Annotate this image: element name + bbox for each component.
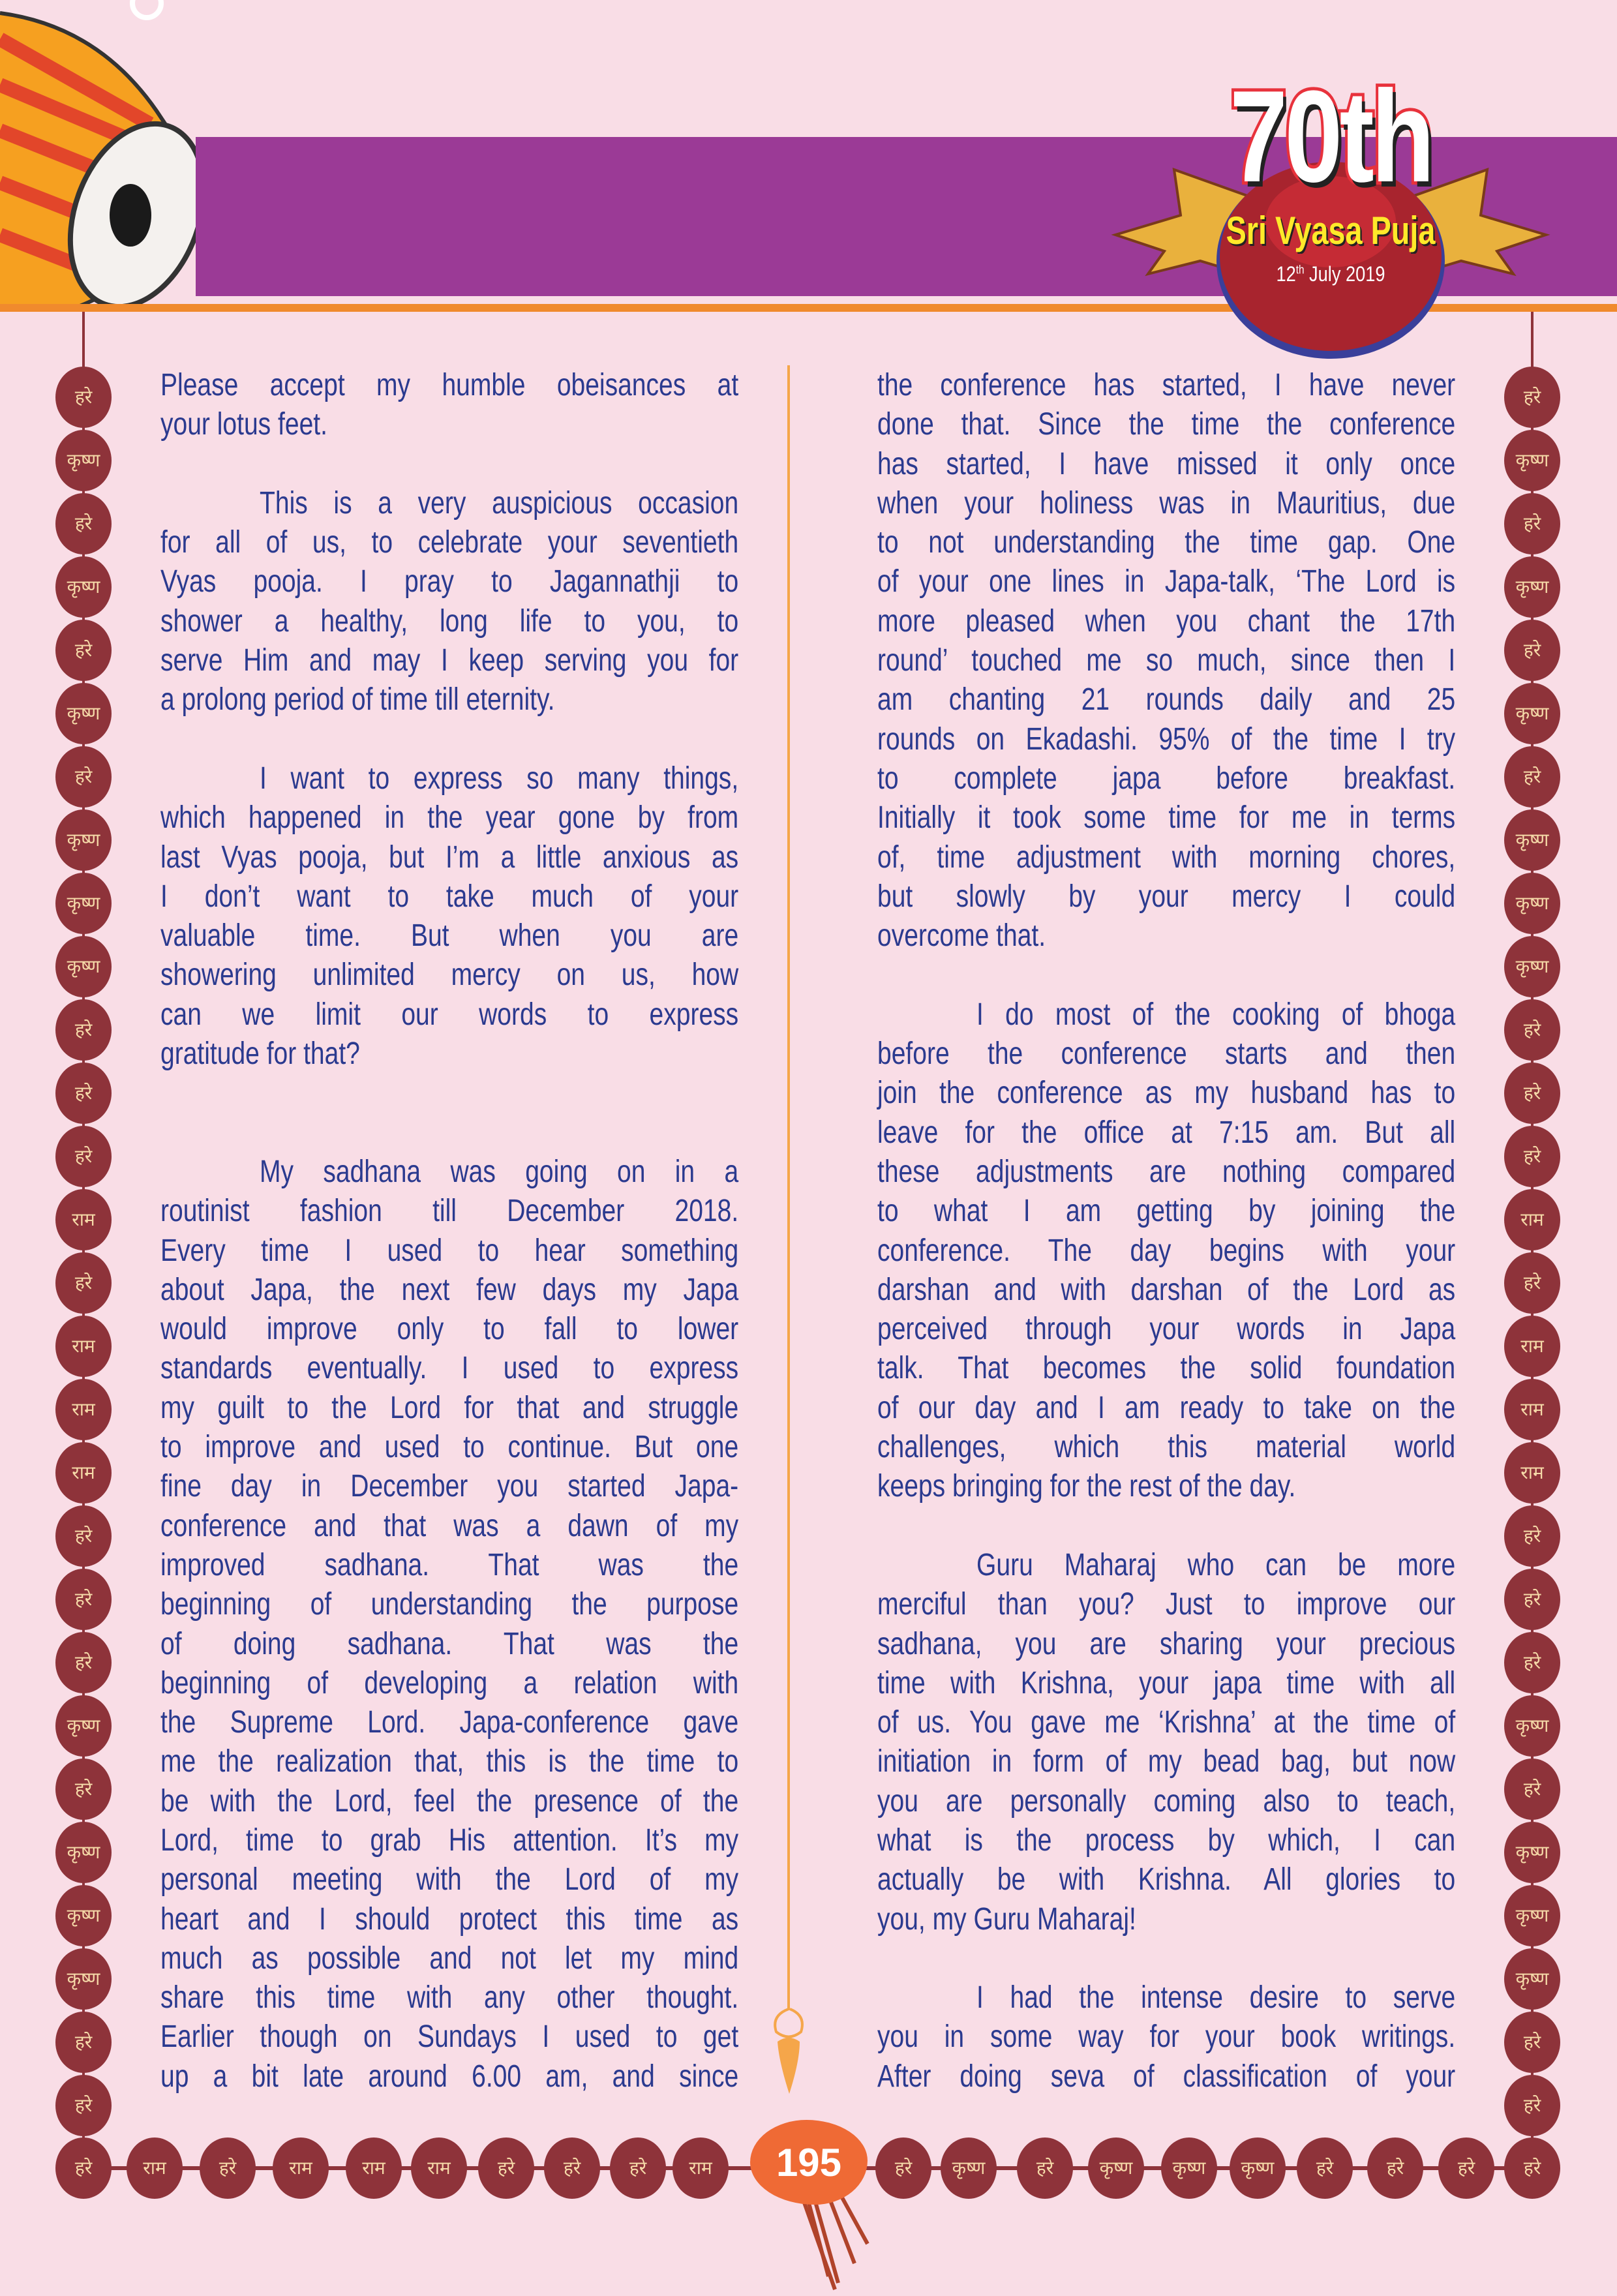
bead: हरे	[55, 2075, 112, 2136]
text-line: done that. Since the time the conference	[877, 407, 1456, 442]
text-line: Every time I used to hear something	[160, 1233, 739, 1268]
bead: हरे	[1504, 1505, 1560, 1567]
bead: राम	[411, 2137, 467, 2199]
bead: कृष्ण	[55, 1695, 112, 1757]
paragraph	[877, 1546, 1455, 1939]
bead: कृष्ण	[1504, 936, 1560, 997]
paragraph	[160, 484, 738, 720]
text-line: beginning of developing a relation with	[160, 1665, 739, 1700]
text-line: of, time adjustment with morning chores,	[877, 839, 1456, 875]
text-line: I do most of the cooking of bhoga	[976, 997, 1456, 1032]
text-line: before the conference starts and then	[877, 1036, 1456, 1072]
text-line: darshan and with darshan of the Lord as	[877, 1272, 1456, 1307]
bead: हरे	[1017, 2137, 1073, 2199]
bead: हरे	[1504, 1126, 1560, 1187]
text-line: you, my Guru Maharaj!	[877, 1901, 1136, 1937]
bead: हरे	[1504, 746, 1560, 808]
text-line: of doing sadhana. That was the	[160, 1626, 739, 1661]
text-line: a prolong period of time till eternity.	[160, 682, 555, 718]
text-line: beginning of understanding the purpose	[160, 1587, 739, 1622]
bead: हरे	[1297, 2137, 1353, 2199]
bead: हरे	[55, 746, 112, 808]
text-line: fine day in December you started Japa-	[160, 1469, 739, 1504]
bead: राम	[1504, 1379, 1560, 1440]
text-line: more pleased when you chant the 17th	[877, 603, 1456, 639]
text-line: improved sadhana. That was the	[160, 1547, 739, 1582]
date-rest: July 2019	[1304, 262, 1385, 286]
bead: हरे	[55, 1063, 112, 1124]
text-line: you in some way for your book writings.	[877, 2019, 1456, 2055]
bead: हरे	[55, 493, 112, 554]
text-line: about Japa, the next few days my Japa	[160, 1272, 739, 1307]
text-line: After doing seva of classification of your	[877, 2059, 1456, 2094]
bead: हरे	[1504, 999, 1560, 1061]
text-line: to what I am getting by joining the	[877, 1194, 1456, 1229]
text-line: merciful than you? Just to improve our	[877, 1587, 1456, 1622]
text-line: showering unlimited mercy on us, how	[160, 958, 739, 993]
left-column	[160, 366, 738, 2096]
text-line: join the conference as my husband has to	[877, 1076, 1456, 1111]
text-line: much as possible and not let my mind	[160, 1941, 739, 1976]
bead: हरे	[55, 1252, 112, 1314]
bead: कृष्ण	[1230, 2137, 1286, 2199]
text-line: the conference has started, I have never	[877, 368, 1456, 402]
bead: हरे	[1504, 367, 1560, 428]
drum-illustration	[0, 0, 209, 313]
bead: हरे	[1504, 2137, 1560, 2199]
bead: हरे	[1367, 2137, 1423, 2199]
text-line: I don’t want to take much of your	[160, 879, 739, 914]
text-line: for all of us, to celebrate your seventieth	[160, 525, 739, 560]
text-line: leave for the office at 7:15 am. But all	[877, 1115, 1456, 1150]
bead: राम	[1504, 1189, 1560, 1250]
bead: राम	[1504, 1316, 1560, 1377]
text-line: what is the process by which, I can	[877, 1822, 1456, 1858]
text-line: valuable time. But when you are	[160, 918, 739, 954]
bead: हरे	[55, 2137, 112, 2199]
badge-number: 70th	[1230, 64, 1432, 209]
text-line: I want to express so many things,	[260, 761, 739, 796]
text-line: share this time with any other thought.	[160, 1980, 739, 2016]
text-line: of your one lines in Japa-talk, ‘The Lord is	[877, 564, 1456, 599]
text-line: Guru Maharaj who can be more	[976, 1547, 1456, 1582]
bead: कृष्ण	[55, 1948, 112, 2010]
text-line: actually be with Krishna. All glories to	[877, 1862, 1456, 1897]
bead: हरे	[1504, 1252, 1560, 1314]
bead: कृष्ण	[1504, 1948, 1560, 2010]
badge-title: Sri Vyasa Puja	[1226, 209, 1436, 252]
text-line: Vyas pooja. I pray to Jagannathji to	[160, 564, 739, 599]
bead: हरे	[55, 1505, 112, 1567]
text-line: of us. You gave me ‘Krishna’ at the time of	[877, 1705, 1456, 1740]
bead: हरे	[1504, 620, 1560, 681]
bead: कृष्ण	[55, 556, 112, 618]
date-day: 12	[1276, 262, 1296, 286]
paragraph	[160, 759, 738, 1074]
text-line: your lotus feet.	[160, 407, 327, 442]
text-line: heart and I should protect this time as	[160, 1901, 739, 1937]
bead: कृष्ण	[55, 936, 112, 997]
text-line: rounds on Ekadashi. 95% of the time I try	[877, 721, 1456, 757]
bead: हरे	[55, 367, 112, 428]
bead: हरे	[55, 2012, 112, 2073]
bead: राम	[672, 2137, 729, 2199]
bead: हरे	[55, 999, 112, 1061]
text-line: conference. The day begins with your	[877, 1233, 1456, 1268]
bead: राम	[1504, 1442, 1560, 1503]
bead: कृष्ण	[55, 809, 112, 871]
right-column	[877, 366, 1455, 2096]
date-suffix: th	[1295, 263, 1305, 277]
text-line: to not understanding the time gap. One	[877, 525, 1456, 560]
text-line: gratitude for that?	[160, 1036, 360, 1072]
text-line: you are personally coming also to teach,	[877, 1783, 1456, 1819]
text-line: to improve and used to continue. But one	[160, 1430, 739, 1465]
bead: कृष्ण	[55, 683, 112, 744]
text-line: routinist fashion till December 2018.	[160, 1194, 739, 1229]
bead: हरे	[55, 1126, 112, 1187]
bead: राम	[127, 2137, 183, 2199]
text-line: am chanting 21 rounds daily and 25	[877, 682, 1456, 718]
text-line: initiation in form of my bead bag, but now	[877, 1744, 1456, 1779]
text-line: I had the intense desire to serve	[976, 1980, 1456, 2016]
text-line: these adjustments are nothing compared	[877, 1154, 1456, 1189]
text-line: My sadhana was going on in a	[260, 1154, 739, 1189]
bead: कृष्ण	[1088, 2137, 1144, 2199]
bead: हरे	[1504, 1063, 1560, 1124]
bead: हरे	[200, 2137, 256, 2199]
text-line: Earlier though on Sundays I used to get	[160, 2019, 739, 2055]
bead: राम	[346, 2137, 402, 2199]
text-line: to complete japa before breakfast.	[877, 761, 1456, 796]
text-line: Initially it took some time for me in terms	[877, 800, 1456, 836]
bead: हरे	[1438, 2137, 1494, 2199]
bead: कृष्ण	[1504, 683, 1560, 744]
bead: हरे	[1504, 493, 1560, 554]
bead: हरे	[55, 1632, 112, 1693]
bead: कृष्ण	[1504, 1695, 1560, 1757]
bead: कृष्ण	[1504, 430, 1560, 491]
divider-drop	[763, 1976, 815, 2100]
bead: हरे	[1504, 2075, 1560, 2136]
text-line: standards eventually. I used to express	[160, 1351, 739, 1386]
text-line: me the realization that, this is the time to	[160, 1744, 739, 1779]
text-line: personal meeting with the Lord of my	[160, 1862, 739, 1897]
text-line: perceived through your words in Japa	[877, 1312, 1456, 1347]
bead: हरे	[55, 1569, 112, 1630]
text-line: keeps bringing for the rest of the day.	[877, 1469, 1296, 1504]
text-line: which happened in the year gone by from	[160, 800, 739, 836]
text-line: can we limit our words to express	[160, 997, 739, 1032]
text-line: has started, I have missed it only once	[877, 446, 1456, 481]
bead: कृष्ण	[1504, 1822, 1560, 1883]
paragraph	[877, 1978, 1455, 2096]
bead: कृष्ण	[1504, 809, 1560, 871]
text-line: shower a healthy, long life to you, to	[160, 603, 739, 639]
text-line: my guilt to the Lord for that and struggle	[160, 1390, 739, 1425]
bead: हरे	[1504, 1759, 1560, 1820]
text-line: This is a very auspicious occasion	[260, 485, 739, 521]
column-divider	[787, 365, 790, 2009]
bead: हरे	[55, 620, 112, 681]
bead: कृष्ण	[1504, 1885, 1560, 1946]
text-line: last Vyas pooja, but I’m a little anxious as	[160, 839, 739, 875]
text-line: would improve only to fall to lower	[160, 1312, 739, 1347]
paragraph	[877, 366, 1455, 956]
paragraph	[877, 995, 1455, 1507]
bead: हरे	[544, 2137, 600, 2199]
page-number: 195	[750, 2120, 868, 2205]
text-line: overcome that.	[877, 918, 1046, 954]
bead: कृष्ण	[55, 873, 112, 934]
text-line: round’ touched me so much, since then I	[877, 643, 1456, 678]
paragraph	[160, 366, 738, 445]
bead: हरे	[610, 2137, 666, 2199]
text-line: challenges, which this material world	[877, 1430, 1456, 1465]
bead: कृष्ण	[55, 1885, 112, 1946]
bead: राम	[55, 1189, 112, 1250]
bead: हरे	[1504, 1632, 1560, 1693]
text-line: when your holiness was in Mauritius, due	[877, 485, 1456, 521]
vyasa-puja-badge	[1102, 65, 1559, 365]
bead: हरे	[55, 1759, 112, 1820]
text-line: time with Krishna, your japa time with all	[877, 1665, 1456, 1700]
bead: राम	[273, 2137, 329, 2199]
text-line: talk. That becomes the solid foundation	[877, 1351, 1456, 1386]
bead: राम	[55, 1379, 112, 1440]
text-line: serve Him and may I keep serving you for	[160, 643, 739, 678]
bead: कृष्ण	[1161, 2137, 1217, 2199]
text-line: Please accept my humble obeisances at	[160, 368, 739, 402]
bead: राम	[55, 1442, 112, 1503]
text-line: of our day and I am ready to take on the	[877, 1390, 1456, 1425]
text-line: sadhana, you are sharing your precious	[877, 1626, 1456, 1661]
bead: कृष्ण	[1504, 873, 1560, 934]
bead: हरे	[1504, 2012, 1560, 2073]
badge-date	[1137, 261, 1525, 287]
text-line: be with the Lord, feel the presence of the	[160, 1783, 739, 1819]
text-line: conference and that was a dawn of my	[160, 1508, 739, 1543]
bead: कृष्ण	[1504, 556, 1560, 618]
bead: राम	[55, 1316, 112, 1377]
bead: हरे	[875, 2137, 931, 2199]
paragraph	[160, 1153, 738, 2096]
text-line: but slowly by your mercy I could	[877, 879, 1456, 914]
bead: हरे	[478, 2137, 534, 2199]
text-line: the Supreme Lord. Japa-conference gave	[160, 1705, 739, 1740]
text-line: Lord, time to grab His attention. It’s my	[160, 1822, 739, 1858]
bead: कृष्ण	[55, 1822, 112, 1883]
bead: हरे	[1504, 1569, 1560, 1630]
bead: कृष्ण	[941, 2137, 997, 2199]
text-line: up a bit late around 6.00 am, and since	[160, 2059, 739, 2094]
bead: कृष्ण	[55, 430, 112, 491]
